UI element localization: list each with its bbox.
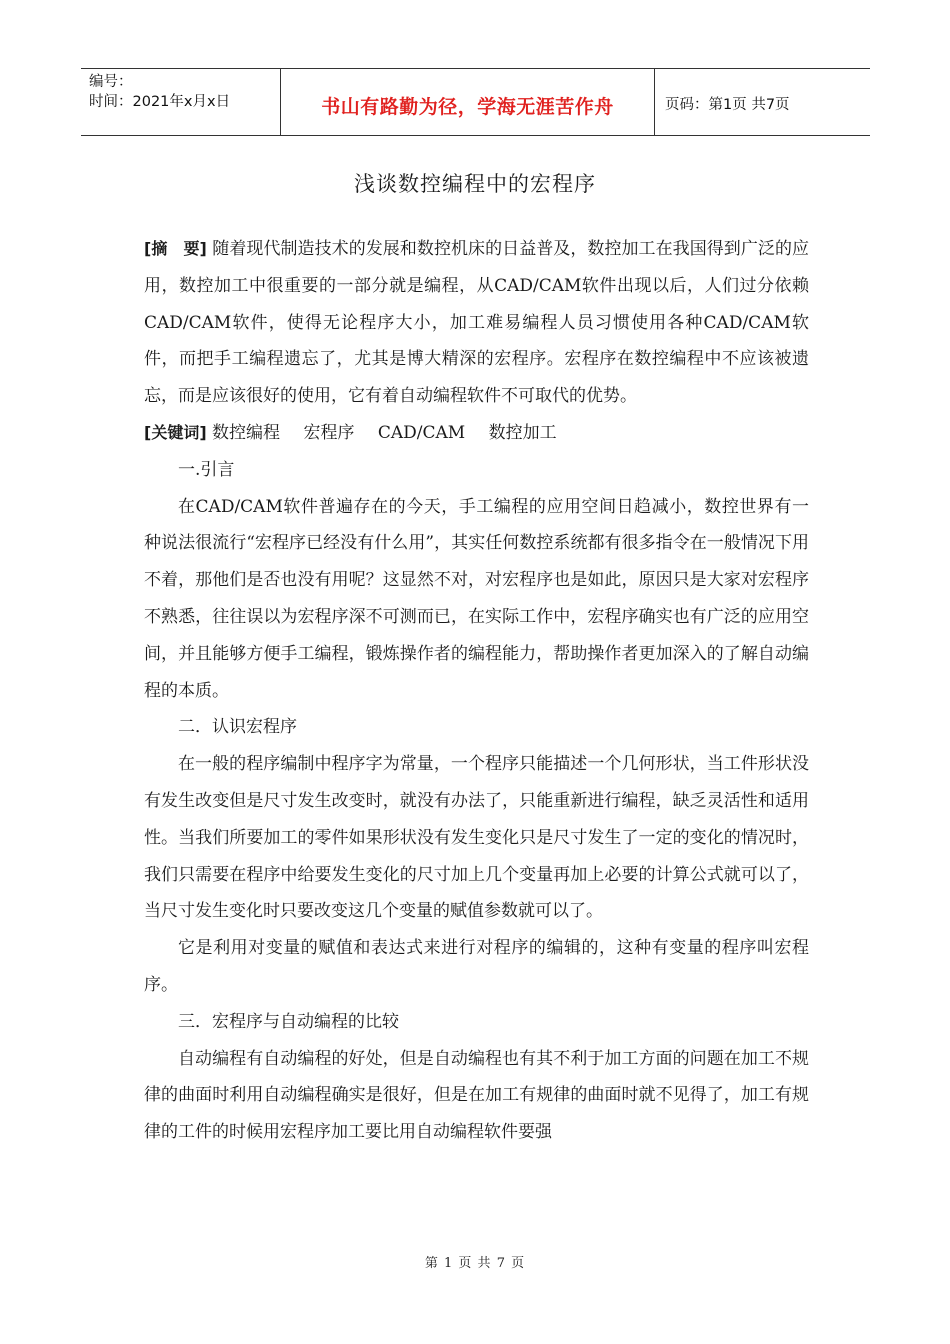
section-paragraph: 在一般的程序编制中程序字为常量，一个程序只能描述一个几何形状，当工件形状没有发生改变但是尺寸发生改变时，就没有办法了，只能重新进行编程，缺乏灵活性和适用性。当我们所要加工的零件如果形状没有发生变化只是尺寸发生了一定的变化的情况时，我们只需要在程序中给要发生变化的尺寸加上几个变量再加上必要的计算公式就可以了，当尺寸发生变化时只要改变这几个变量的赋值参数就可以了。 [144,754,809,922]
abstract-tag: [摘 要] [144,239,207,258]
keyword-item: 宏程序 [303,422,355,443]
section-heading-macro: 二．认识宏程序 [178,717,297,738]
keywords-tag: [关键词] [144,422,207,442]
abstract-paragraph [144,231,809,415]
section-heading-comparison: 三．宏程序与自动编程的比较 [178,1011,399,1032]
document-body [144,231,809,1151]
keyword-item: 数控加工 [488,422,557,443]
document-header [81,68,870,136]
keywords-paragraph [144,415,809,452]
section-paragraph: 自动编程有自动编程的好处，但是自动编程也有其不利于加工方面的问题在加工不规律的曲面时利用自动编程确实是很好，但是在加工有规律的曲面时就不见得了，加工有规律的工件的时候用宏程序加工要比用自动编程软件要强 [144,1048,809,1143]
document-date-label: 时间：2021年x月x日 [89,94,231,110]
section-heading-introduction: 一.引言 [178,459,235,480]
header-motto: 书山有路勤为径，学海无涯苦作舟 [281,69,655,135]
header-page-number: 页码：第1页 共7页 [665,96,790,113]
keyword-item: CAD/CAM [377,422,466,443]
header-meta-cell [81,69,281,135]
section-paragraph: 它是利用对变量的赋值和表达式来进行对程序的编辑的，这种有变量的程序叫宏程序。 [144,938,809,995]
abstract-text: 随着现代制造技术的发展和数控机床的日益普及，数控加工在我国得到广泛的应用，数控加工中很重要的一部分就是编程，从CAD/CAM软件出现以后，人们过分依赖CAD/CAM软件，使得无论程序大小，加工难易编程人员习惯使用各种CAD/CAM软件，而把手工编程遗忘了，尤其是博大精深的宏程序。宏程序在数控编程中不应该被遗忘，而是应该很好的使用，它有着自动编程软件不可取代的优势。 [144,239,809,407]
section-paragraph: 在CAD/CAM软件普遍存在的今天，手工编程的应用空间日趋减小，数控世界有一种说法很流行“宏程序已经没有什么用”，其实任何数控系统都有很多指令在一般情况下用不着，那他们是否也没有用呢？这显然不对，对宏程序也是如此，原因只是大家对宏程序不熟悉，往往误以为宏程序深不可测而已，在实际工作中，宏程序确实也有广泛的应用空间，并且能够方便手工编程，锻炼操作者的编程能力，帮助操作者更加深入的了解自动编程的本质。 [144,496,809,701]
document-title: 浅谈数控编程中的宏程序 [354,172,596,196]
keyword-item: 数控编程 [212,422,281,443]
page-footer: 第 1 页 共 7 页 [424,1256,526,1271]
document-number-label: 编号： [89,74,133,90]
